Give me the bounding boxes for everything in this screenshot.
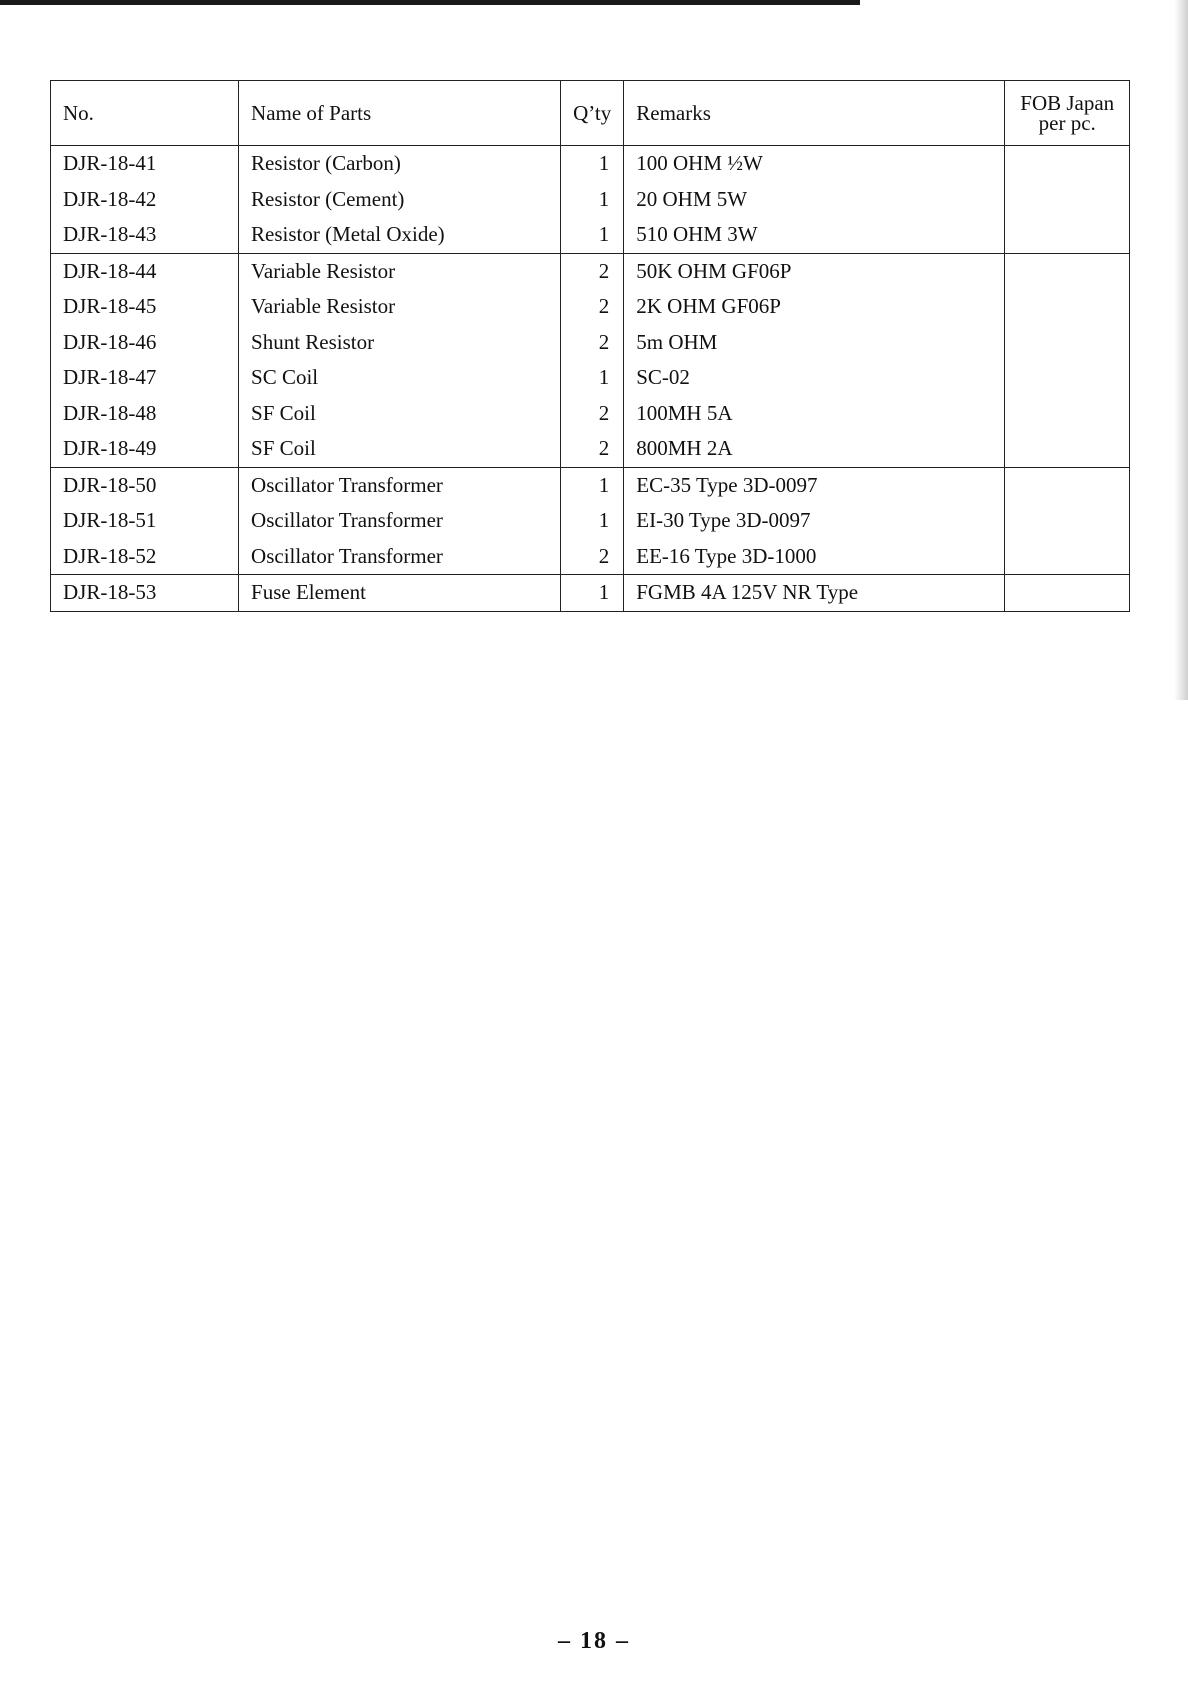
cell-remarks: 50K OHM GF06P — [624, 253, 1005, 289]
table-row — [51, 289, 1130, 325]
cell-no: DJR-18-43 — [51, 217, 239, 253]
cell-qty: 2 — [561, 253, 624, 289]
cell-qty: 2 — [561, 396, 624, 432]
cell-remarks: 5m OHM — [624, 325, 1005, 361]
header-fob-line2: per pc. — [1038, 111, 1096, 135]
cell-name: Resistor (Carbon) — [239, 146, 561, 182]
cell-no: DJR-18-46 — [51, 325, 239, 361]
cell-remarks: 2K OHM GF06P — [624, 289, 1005, 325]
scan-right-edge — [1174, 0, 1188, 700]
cell-name: Oscillator Transformer — [239, 503, 561, 539]
cell-no: DJR-18-47 — [51, 360, 239, 396]
cell-price — [1005, 575, 1130, 612]
cell-name: Variable Resistor — [239, 253, 561, 289]
cell-qty: 2 — [561, 325, 624, 361]
cell-price — [1005, 182, 1130, 218]
cell-remarks: 100 OHM ½W — [624, 146, 1005, 182]
table-row — [51, 217, 1130, 253]
parts-list-table — [50, 80, 1130, 612]
cell-remarks: EC-35 Type 3D-0097 — [624, 467, 1005, 503]
table-row — [51, 431, 1130, 467]
cell-no: DJR-18-51 — [51, 503, 239, 539]
header-remarks: Remarks — [624, 81, 1005, 146]
cell-name: Variable Resistor — [239, 289, 561, 325]
cell-price — [1005, 360, 1130, 396]
cell-remarks: 800MH 2A — [624, 431, 1005, 467]
cell-name: SF Coil — [239, 431, 561, 467]
cell-qty: 1 — [561, 217, 624, 253]
cell-qty: 1 — [561, 575, 624, 612]
cell-qty: 2 — [561, 539, 624, 575]
table-row — [51, 253, 1130, 289]
cell-price — [1005, 467, 1130, 503]
table-header-row — [51, 81, 1130, 146]
cell-price — [1005, 253, 1130, 289]
cell-qty: 2 — [561, 289, 624, 325]
cell-price — [1005, 503, 1130, 539]
table-row — [51, 467, 1130, 503]
table-row — [51, 575, 1130, 612]
table-row — [51, 146, 1130, 182]
cell-name: Oscillator Transformer — [239, 539, 561, 575]
cell-remarks: FGMB 4A 125V NR Type — [624, 575, 1005, 612]
cell-no: DJR-18-53 — [51, 575, 239, 612]
cell-qty: 1 — [561, 182, 624, 218]
table-row — [51, 539, 1130, 575]
cell-price — [1005, 396, 1130, 432]
cell-price — [1005, 289, 1130, 325]
table-row — [51, 396, 1130, 432]
header-name-of-parts: Name of Parts — [239, 81, 561, 146]
header-fob-price — [1005, 81, 1130, 146]
cell-remarks: 510 OHM 3W — [624, 217, 1005, 253]
cell-name: SF Coil — [239, 396, 561, 432]
cell-qty: 1 — [561, 146, 624, 182]
cell-price — [1005, 325, 1130, 361]
cell-name: Resistor (Metal Oxide) — [239, 217, 561, 253]
table-row — [51, 360, 1130, 396]
cell-no: DJR-18-44 — [51, 253, 239, 289]
table-row — [51, 182, 1130, 218]
cell-no: DJR-18-50 — [51, 467, 239, 503]
cell-price — [1005, 217, 1130, 253]
cell-no: DJR-18-49 — [51, 431, 239, 467]
table-row — [51, 503, 1130, 539]
cell-price — [1005, 146, 1130, 182]
cell-remarks: SC-02 — [624, 360, 1005, 396]
cell-no: DJR-18-45 — [51, 289, 239, 325]
cell-qty: 1 — [561, 467, 624, 503]
cell-qty: 1 — [561, 503, 624, 539]
cell-no: DJR-18-48 — [51, 396, 239, 432]
cell-name: Shunt Resistor — [239, 325, 561, 361]
cell-remarks: EE-16 Type 3D-1000 — [624, 539, 1005, 575]
cell-qty: 1 — [561, 360, 624, 396]
cell-name: SC Coil — [239, 360, 561, 396]
cell-price — [1005, 539, 1130, 575]
cell-price — [1005, 431, 1130, 467]
table-row — [51, 325, 1130, 361]
cell-remarks: 100MH 5A — [624, 396, 1005, 432]
cell-no: DJR-18-41 — [51, 146, 239, 182]
cell-name: Resistor (Cement) — [239, 182, 561, 218]
header-no: No. — [51, 81, 239, 146]
cell-name: Oscillator Transformer — [239, 467, 561, 503]
cell-remarks: 20 OHM 5W — [624, 182, 1005, 218]
page-number: – 18 – — [558, 1628, 630, 1654]
cell-name: Fuse Element — [239, 575, 561, 612]
scan-top-edge — [0, 0, 860, 5]
cell-no: DJR-18-52 — [51, 539, 239, 575]
header-quantity: Q’ty — [561, 81, 624, 146]
cell-qty: 2 — [561, 431, 624, 467]
cell-remarks: EI-30 Type 3D-0097 — [624, 503, 1005, 539]
cell-no: DJR-18-42 — [51, 182, 239, 218]
header-fob-line1: FOB Japan — [1020, 91, 1115, 115]
